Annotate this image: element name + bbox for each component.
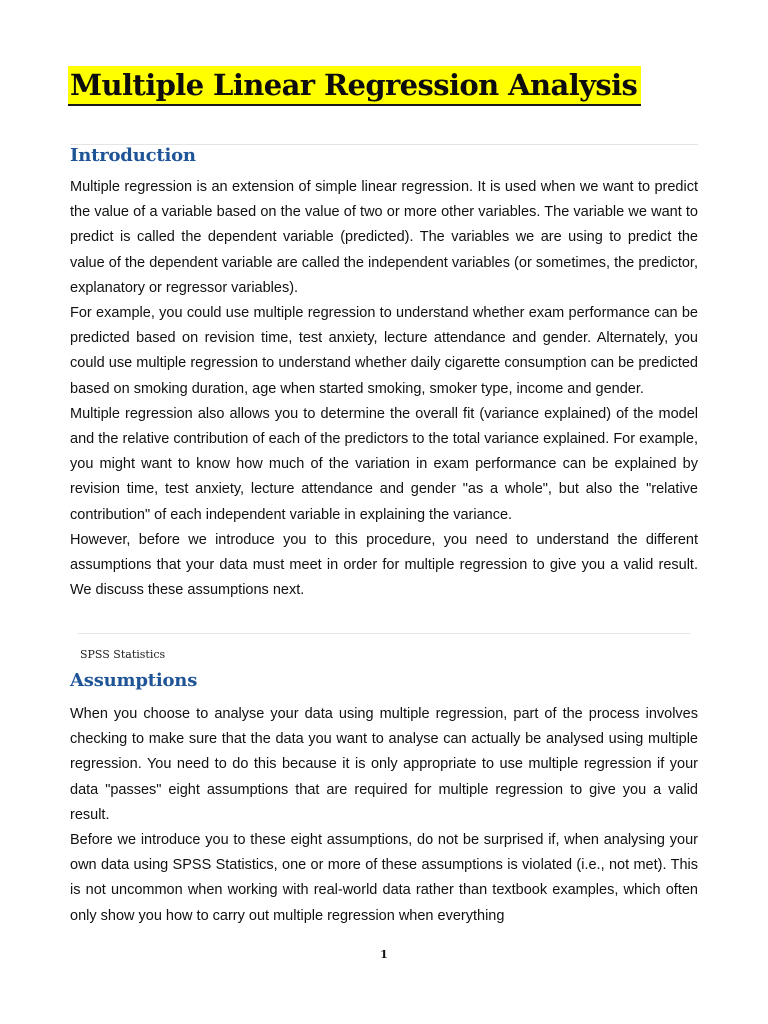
spss-statistics-label: SPSS Statistics [80, 648, 166, 661]
paragraph: Multiple regression also allows you to determine the overall fit (variance explained) of the model and the relative contribution of each of the predictors to the total variance explained. For example, you might want to know how much of the variation in exam performance can be explained by revision time, test anxiety, lecture attendance and gender "as a whole", but also the "relative contribution" of each independent variable in explaining the variance. [70, 405, 698, 523]
assumptions-body [70, 702, 698, 929]
document-title: Multiple Linear Regression Analysis [68, 66, 641, 106]
page-number: 1 [380, 948, 388, 961]
introduction-heading: Introduction [70, 145, 196, 166]
introduction-body [70, 175, 698, 603]
divider [78, 633, 690, 634]
paragraph: Before we introduce you to these eight assumptions, do not be surprised if, when analysing your own data using SPSS Statistics, one or more of these assumptions is violated (i.e., not met). This is not uncommon when working with real-world data rather than textbook examples, which often only show you how to carry out multiple regression when everything [70, 832, 698, 924]
paragraph: When you choose to analyse your data using multiple regression, part of the process involves checking to make sure that the data you want to analyse can actually be analysed using multiple regression. You need to do this because it is only appropriate to use multiple regression if your data "passes" eight assumptions that are required for multiple regression to give you a valid result. [70, 706, 698, 823]
title-block [68, 66, 641, 106]
divider [70, 144, 698, 145]
paragraph: Multiple regression is an extension of simple linear regression. It is used when we want to predict the value of a variable based on the value of two or more other variables. The variable we want to predict is called the dependent variable (predicted). The variables we are using to predict the value of the dependent variable are called the independent variables (or sometimes, the predictor, explanatory or regressor variables). [70, 179, 698, 296]
paragraph: For example, you could use multiple regression to understand whether exam performance can be predicted based on revision time, test anxiety, lecture attendance and gender. Alternately, you could use multiple regression to understand whether daily cigarette consumption can be predicted based on smoking duration, age when started smoking, smoker type, income and gender. [70, 305, 698, 397]
paragraph: However, before we introduce you to this procedure, you need to understand the different assumptions that your data must meet in order for multiple regression to give you a valid result. We discuss these assumptions next. [70, 531, 698, 599]
assumptions-heading: Assumptions [70, 670, 198, 691]
